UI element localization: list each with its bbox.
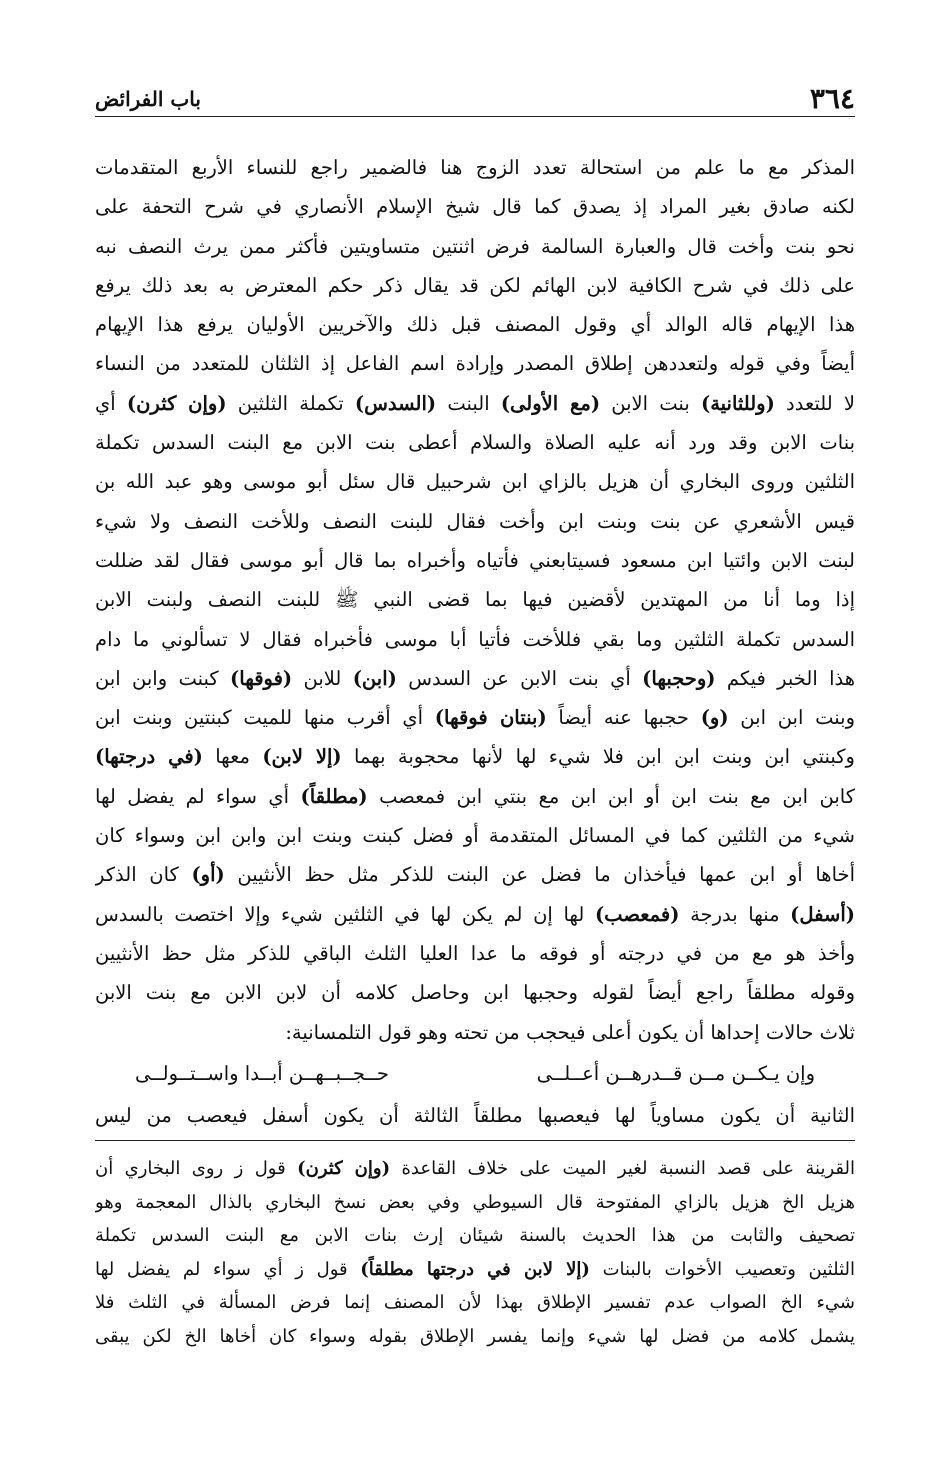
body-line: هذا الإيهام قاله الوالد أي وقول المصنف قبل ذلك والآخريين الأوليان يرفع هذا الإيهام	[95, 313, 855, 337]
page-number: ٣٦٤	[809, 82, 855, 115]
body-line: السدس تكملة الثلثين وما بقي فللأخت فأتيا أبا موسى فأخبراه فقال لا تسألوني ما دام	[95, 627, 855, 651]
chapter-title: باب الفرائض	[95, 87, 201, 111]
body-line: وكبنتي ابن وبنت ابن ابن فلا شيء لها لأنها محجوبة بهما (إلا لابن) معها (في درجتها)	[95, 745, 855, 769]
main-text	[95, 148, 855, 1135]
body-line: لا للتعدد (وللثانية) بنت الابن (مع الأولى) البنت (السدس) تكملة الثلثين (وإن كثرن) أي	[95, 391, 855, 415]
body-line: ثلاث حالات إحداها أن يكون أعلى فيحجب من تحته وهو قول التلمسانية:	[285, 1020, 855, 1044]
body-line: هذا الخبر فيكم (وحجبها) أي بنت الابن عن السدس (ابن) للابن (فوقها) كبنت وابن ابن	[95, 666, 855, 690]
verse-first-hemistich: وإن يـكــن مــن قــدرهــن أعــلــى	[536, 1061, 815, 1085]
footnotes	[95, 1152, 855, 1353]
verse	[95, 1052, 855, 1096]
body-line: إذا وما أنا من المهتدين لأقضين فيها بما قضى النبي ﷺ للبنت النصف ولبنت الابن	[95, 588, 855, 612]
body-line: المذكر مع ما علم من استحالة تعدد الزوج هنا فالضمير راجع للنساء الأربع المتقدمات	[95, 156, 855, 179]
body-line: وأخذ هو مع من في درجته أو فوقه ما عدا العليا الثلث الباقي للذكر مثل حظ الأنثيين	[95, 941, 855, 965]
footnote-line: تصحيف والثابت من هذا الحديث بالسنة شيئان إرث بنات الابن مع البنت السدس تكملة	[95, 1225, 855, 1246]
footnote-divider	[95, 1140, 855, 1141]
body-line: على ذلك في شرح الكافية لابن الهائم لكن قد يقال ذكر حكم المعترض به بعد ذلك يرفع	[95, 273, 855, 297]
body-line: شيء من الثلثين كما في المسائل المتقدمة أو فضل كبنت وبنت ابن وابن ابن وسواء كان	[95, 824, 855, 848]
body-line: أيضاً وفي قوله ولتعددهن إطلاق المصدر وإرادة اسم الفاعل إذ الثلثان للمتعدد من النساء	[95, 352, 855, 376]
body-line: (أسفل) منها بدرجة (فمعصب) لها إن لم يكن لها في الثلثين شيء وإلا اختصت بالسدس	[95, 902, 855, 926]
body-line: وبنت ابن ابن (و) حجبها عنه أيضاً (بنتان فوقها) أي أقرب منها للميت كبنتين وبنت ابن	[95, 706, 855, 730]
body-line: بنات الابن وقد ورد أنه عليه الصلاة والسلام أعطى بنت الابن مع البنت السدس تكملة	[95, 431, 855, 455]
body-line: وقوله مطلقاً راجع أيضاً لقوله وحجبها ابن وحاصل كلامه أن لابن الابن مع بنت الابن	[95, 981, 855, 1005]
body-line: أخاها أو ابن عمها فيأخذان ما فضل عن البنت للذكر مثل حظ الأنثيين (أو) كان الذكر	[95, 863, 855, 887]
footnote-line: القرينة على قصد النسبة لغير الميت على خلاف القاعدة (وإن كثرن) قول ز روى البخاري أن	[95, 1158, 855, 1179]
footnote-line: شيء الخ الصواب عدم تفسير الإطلاق بهذا لأن المصنف إنما فرض المسألة في الثلث فلا	[95, 1292, 855, 1313]
footnote-line: يشمل كلامه من فضل لها شيء وإنما يفسر الإطلاق بقوله وسواء كان أخاها الخ لكن يبقى	[95, 1325, 855, 1347]
verse-second-hemistich: حــجــبــهــن أبــدا واســتــولــى	[135, 1061, 389, 1085]
body-line: كابن ابن مع بنت ابن أو ابن ابن مع بنتي ابن فمعصب (مطلقاً) أي سواء لم يفضل لها	[95, 784, 855, 808]
body-line: لكنه صادق بغير المراد إذ يصدق كما قال شيخ الإسلام الأنصاري في شرح التحفة على	[95, 195, 855, 219]
page-header	[95, 82, 855, 117]
footnote-line: الثلثين وتعصيب الأخوات بالبنات (إلا لابن في درجتها مطلقاً) قول ز أي سواء لم يفضل لها	[95, 1258, 855, 1280]
body-line: الثلثين وروى البخاري أن هزيل بالزاي ابن شرحبيل قال سئل أبو موسى وهو عبد الله بن	[95, 470, 855, 494]
footnote-line: هزيل الخ هزيل بالزاي المفتوحة قال السيوطي وفي بعض نسخ البخاري بالذال المعجمة وهو	[95, 1191, 855, 1213]
body-line: لبنت الابن وائتيا ابن مسعود فسيتابعني فأتياه وأخبراه بما قال أبو موسى فقال لقد ضللت	[95, 548, 855, 572]
body-line: نحو بنت وأخت قال والعبارة السالمة فرض اثنتين متساويتين فأكثر ممن يرث النصف نبه	[95, 234, 855, 258]
body-paragraph	[95, 148, 855, 1052]
closing-line: الثانية أن يكون مساوياً لها فيعصبها مطلقاً الثالثة أن يكون أسفل فيعصب من ليس	[95, 1103, 855, 1127]
body-line: قيس الأشعري عن بنت وبنت ابن وأخت فقال للبنت النصف وللأخت النصف ولا شيء	[95, 509, 855, 533]
